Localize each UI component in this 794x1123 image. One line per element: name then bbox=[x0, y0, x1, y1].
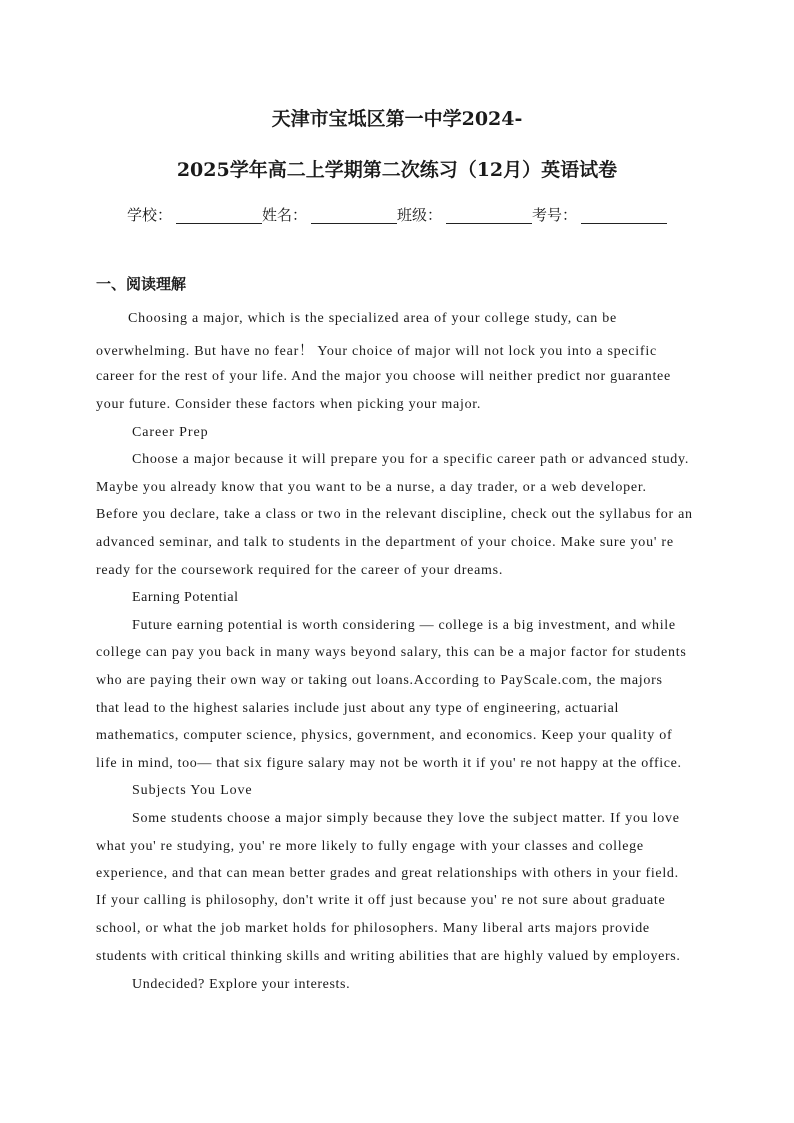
passage-line: Maybe you already know that you want to be a nurse, a day trader, or a web developer. bbox=[96, 480, 647, 495]
section-heading: 一、阅读理解 bbox=[96, 275, 187, 293]
name-blank[interactable] bbox=[311, 209, 397, 224]
passage-line: Choosing a major, which is the specialized area of your college study, can be bbox=[128, 311, 617, 326]
class-field bbox=[397, 204, 532, 225]
exam-title-line-1: 天津市宝坻区第一中学2024- bbox=[271, 108, 523, 130]
school-label: 学校： bbox=[126, 206, 172, 224]
exam-number-field bbox=[532, 204, 667, 225]
passage-line: Before you declare, take a class or two in the relevant discipline, check out the syllabus for an bbox=[96, 507, 693, 522]
passage-line: ready for the coursework required for the career of your dreams. bbox=[96, 563, 504, 578]
name-field bbox=[262, 204, 397, 225]
subheading-earning-potential: Earning Potential bbox=[132, 590, 239, 605]
name-label: 姓名： bbox=[261, 206, 307, 224]
subheading-undecided: Undecided? Explore your interests. bbox=[132, 977, 351, 992]
passage-line: advanced seminar, and talk to students in the department of your choice. Make sure you' re bbox=[96, 535, 674, 550]
student-info-row bbox=[0, 204, 794, 225]
exam-number-blank[interactable] bbox=[581, 209, 667, 224]
passage-line: career for the rest of your life. And the major you choose will neither predict nor guarantee bbox=[96, 369, 671, 384]
class-label: 班级： bbox=[397, 206, 443, 224]
passage-line: experience, and that can mean better grades and great relationships with others in your field. bbox=[96, 866, 679, 881]
passage-line: Future earning potential is worth considering — college is a big investment, and while bbox=[132, 618, 676, 633]
school-field bbox=[127, 204, 262, 225]
passage-line: mathematics, computer science, physics, government, and economics. Keep your quality of bbox=[96, 728, 673, 743]
passage-line: what you' re studying, you' re more likely to fully engage with your classes and college bbox=[96, 839, 644, 854]
passage-line: that lead to the highest salaries include just about any type of engineering, actuarial bbox=[96, 701, 620, 716]
class-blank[interactable] bbox=[446, 209, 532, 224]
passage-line: your future. Consider these factors when picking your major. bbox=[96, 397, 482, 412]
subheading-subjects-you-love: Subjects You Love bbox=[132, 783, 253, 798]
passage-line: students with critical thinking skills and writing abilities that are highly valued by employers. bbox=[96, 949, 681, 964]
subheading-career-prep: Career Prep bbox=[132, 425, 209, 440]
passage-line: who are paying their own way or taking out loans.According to PayScale.com, the majors bbox=[96, 673, 663, 688]
exam-title-line-2: 2025学年高二上学期第二次练习（12月）英语试卷 bbox=[176, 159, 618, 181]
passage-line: overwhelming. But have no fear！ Your choice of major will not lock you into a specific bbox=[96, 344, 657, 359]
passage-line: If your calling is philosophy, don't write it off just because you' re not sure about graduate bbox=[96, 893, 666, 908]
passage-line: life in mind, too— that six figure salary may not be worth it if you' re not happy at the office. bbox=[96, 756, 682, 771]
passage-line: Choose a major because it will prepare you for a specific career path or advanced study. bbox=[132, 452, 690, 467]
passage-line: Some students choose a major simply because they love the subject matter. If you love bbox=[132, 811, 680, 826]
exam-number-label: 考号： bbox=[532, 206, 578, 224]
passage-line: school, or what the job market holds for philosophers. Many liberal arts majors provide bbox=[96, 921, 650, 936]
school-blank[interactable] bbox=[176, 209, 262, 224]
passage-line: college can pay you back in many ways beyond salary, this can be a major factor for students bbox=[96, 645, 687, 660]
